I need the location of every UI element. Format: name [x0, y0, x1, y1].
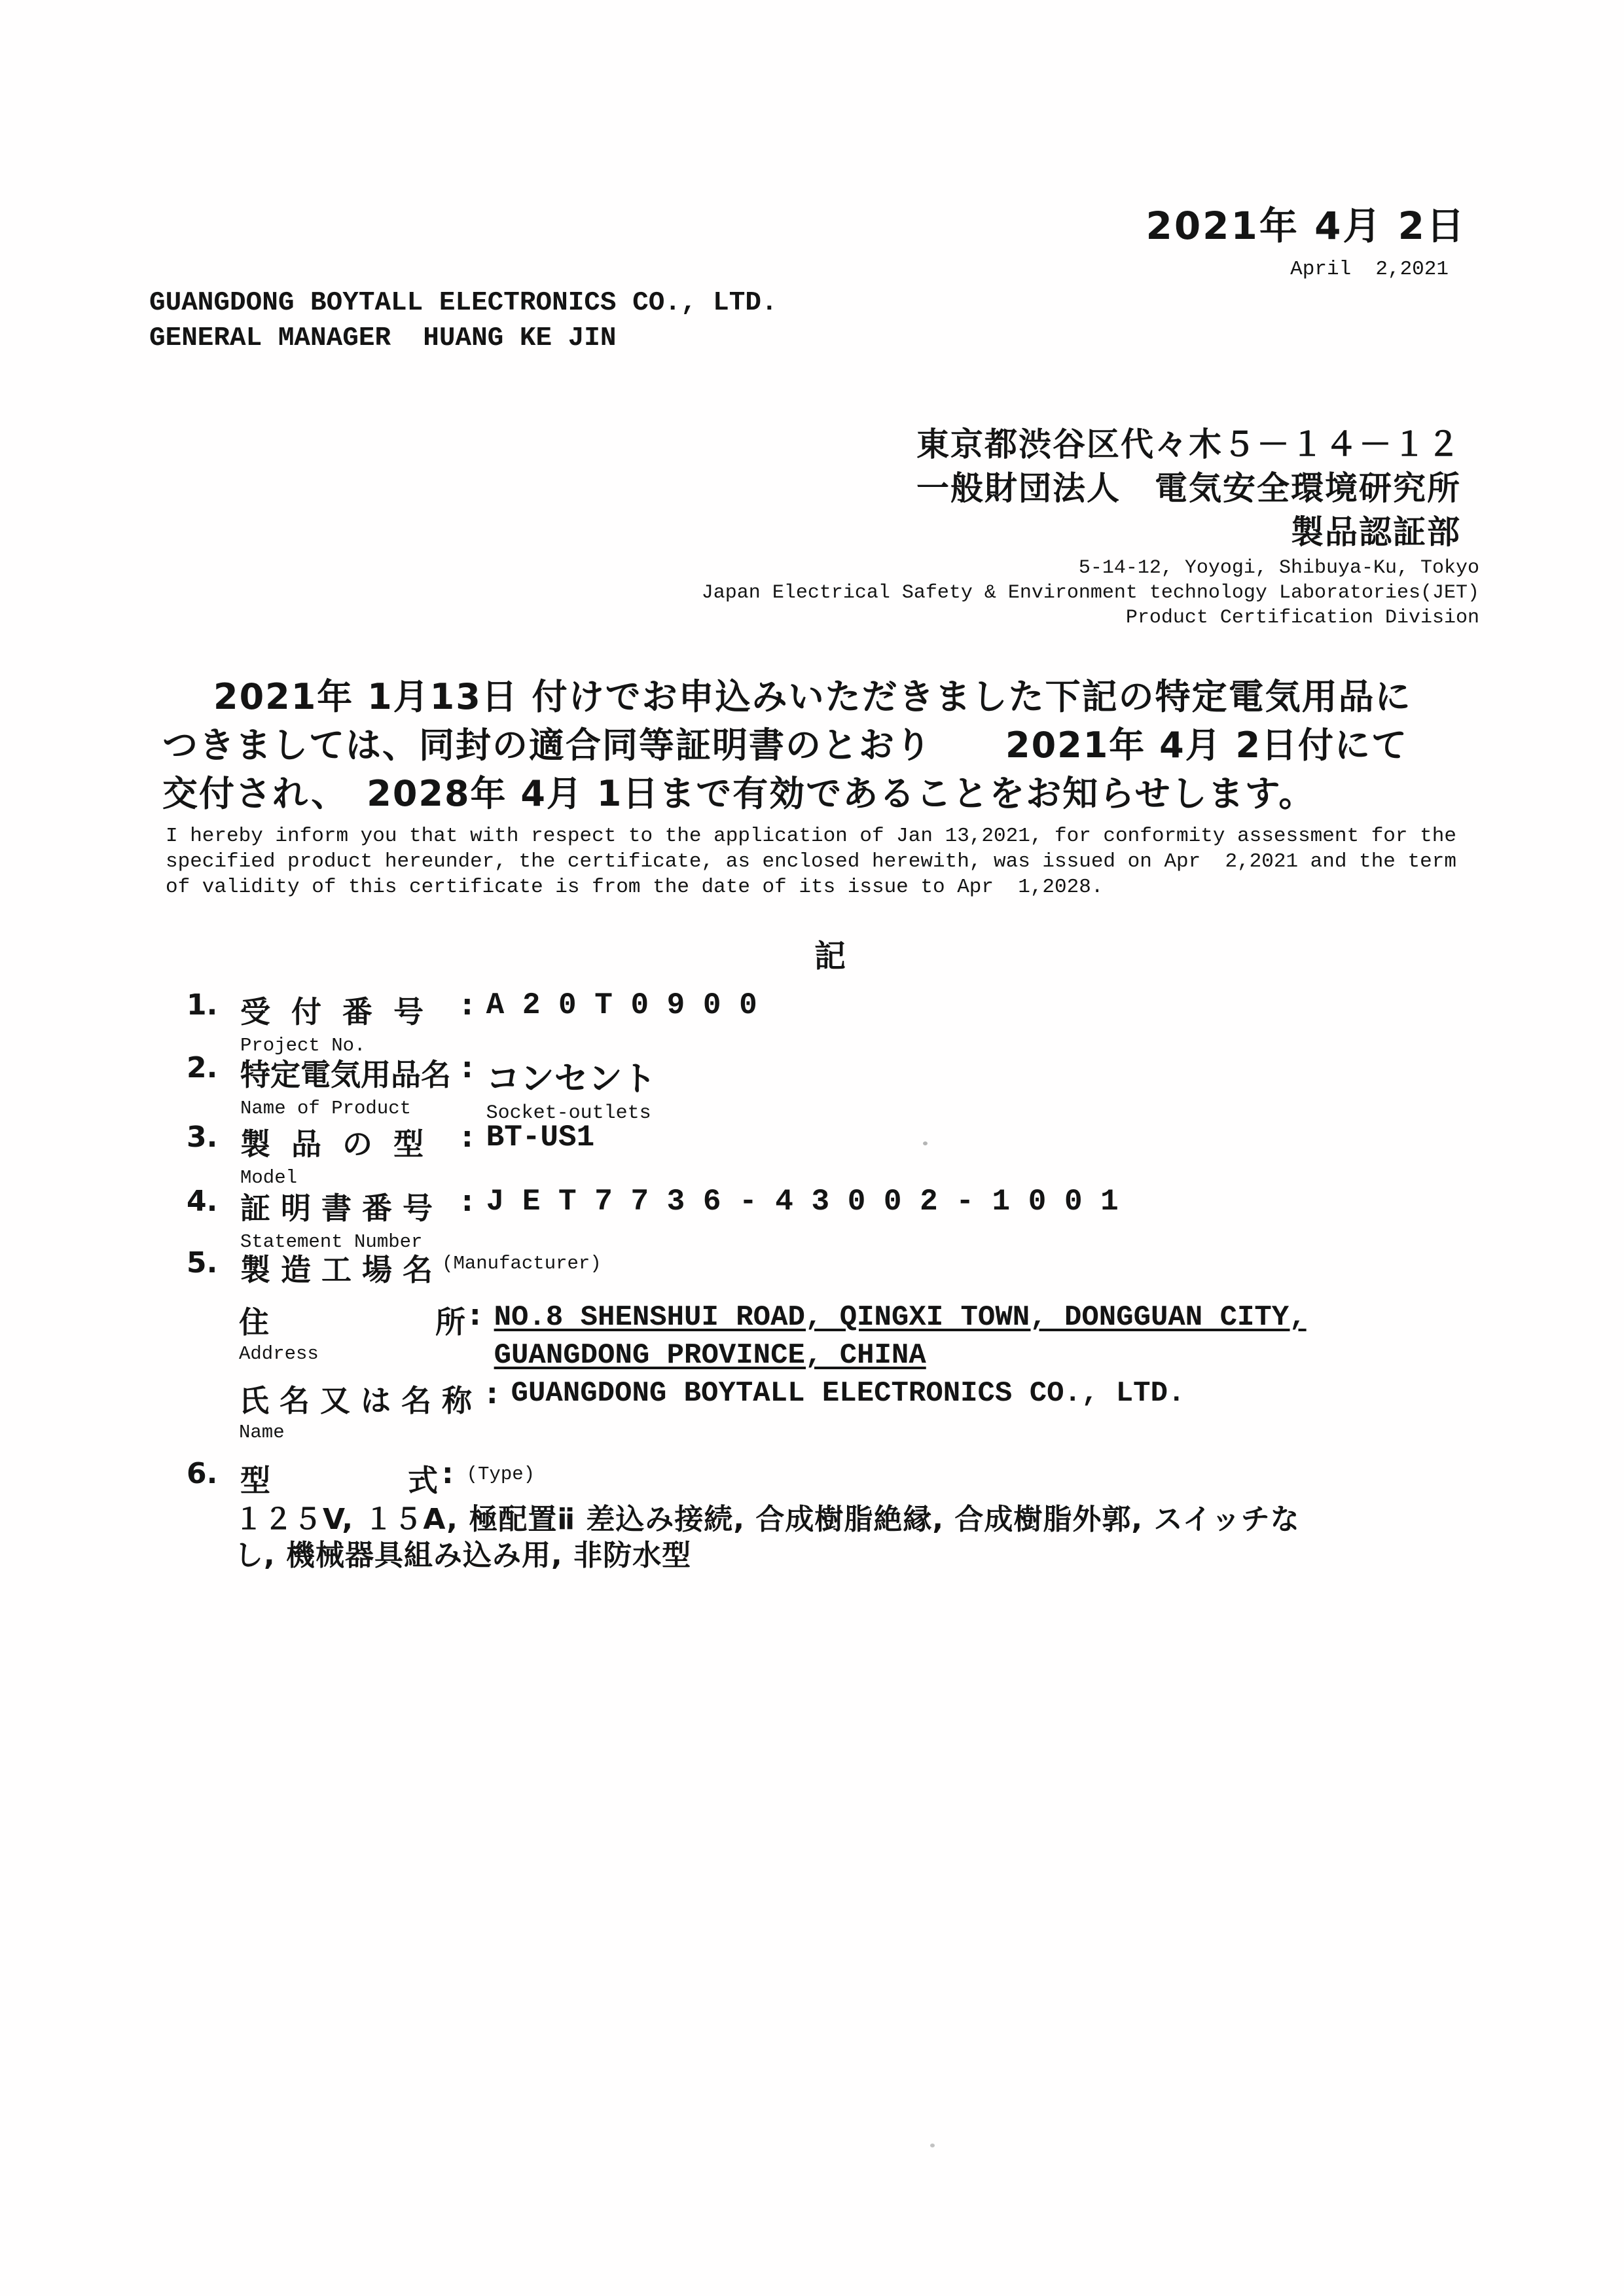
item-label-jp: 特定電気用品名 [240, 1057, 451, 1092]
issuer-block-en [702, 556, 1479, 630]
issuer-division-jp: 製品認証部 [1291, 513, 1461, 551]
type-label-right: 式 [408, 1463, 438, 1498]
item-number: 3. [187, 1121, 218, 1154]
item-label-block [240, 1121, 458, 1189]
item-number: 1. [187, 988, 218, 1022]
type-spec-paragraph [234, 1501, 1300, 1573]
issue-date-jp: 2021年 4月 2日 [1146, 204, 1466, 248]
address-label-left: 住 [239, 1304, 269, 1340]
item-label-block [240, 1246, 433, 1289]
colon: : [442, 1457, 454, 1490]
body-en-line2: specified product hereunder, the certificate, as enclosed herewith, was issued on Apr 2,2021 and the term [166, 850, 1456, 873]
item-type [187, 1457, 535, 1500]
address-line1: NO.8 SHENSHUI ROAD, QINGXI TOWN, DONGGUAN CITY, [494, 1301, 1307, 1334]
body-jp-line1: 2021年 1月13日 付けでお申込みいただきました下記の特定電気用品に [213, 676, 1412, 717]
issuer-address-jp: 東京都渋谷区代々木５－１４－１２ [916, 425, 1461, 463]
issuer-org-jp: 一般財団法人 電気安全環境研究所 [916, 469, 1461, 507]
item-number: 6. [187, 1457, 218, 1490]
body-jp-line3: 交付され、 2028年 4月 1日まで有効であることをお知らせします。 [162, 773, 1316, 814]
recipient-block [149, 285, 778, 356]
address-label-jp [239, 1299, 465, 1342]
colon: : [461, 1051, 473, 1085]
type-spec-line1: １２５V, １５A, 極配置ⅱ 差込み接続, 合成樹脂絶縁, 合成樹脂外郭, スイッチな [234, 1503, 1300, 1536]
item-label-jp: 製 品 の 型 [240, 1126, 424, 1162]
colon: : [486, 1377, 498, 1410]
item-label-block [240, 1051, 458, 1119]
item-number: 4. [187, 1185, 218, 1218]
item-project-no [187, 988, 757, 1056]
type-spec-line2: し, 機械器具組み込み用, 非防水型 [234, 1539, 692, 1572]
product-name-value-jp: コンセント [486, 1060, 657, 1099]
colon: : [469, 1299, 481, 1332]
type-label-block [240, 1457, 438, 1500]
address-value-block [494, 1299, 1307, 1374]
item-statement-number [187, 1185, 1119, 1253]
manufacturer-address-row [239, 1299, 1307, 1374]
issuer-division-en: Product Certification Division [1125, 607, 1479, 629]
colon: : [461, 1185, 473, 1218]
issuer-address-en: 5-14-12, Yoyogi, Shibuya-Ku, Tokyo [1078, 557, 1479, 579]
type-suffix-en: (Type) [466, 1463, 535, 1485]
name-label-jp: 氏名又は名称 [239, 1383, 482, 1418]
issue-date-en: April 2,2021 [1290, 258, 1449, 281]
project-no-value: A 2 0 T 0 9 0 0 [486, 988, 757, 1022]
type-label-left: 型 [240, 1463, 270, 1498]
item-manufacturer [187, 1246, 602, 1289]
colon: : [461, 988, 473, 1022]
ki-heading: 記 [814, 938, 846, 975]
manufacturer-name-value: GUANGDONG BOYTALL ELECTRONICS CO., LTD. [511, 1377, 1185, 1410]
colon: : [461, 1121, 473, 1154]
address-label-en: Address [239, 1343, 319, 1365]
item-number: 5. [187, 1246, 218, 1280]
recipient-contact: GENERAL MANAGER HUANG KE JIN [149, 323, 617, 353]
body-jp-line2: つきましては、同封の適合同等証明書のとおり 2021年 4月 2日付にて [162, 725, 1409, 766]
item-label-jp: 製 造 工 場 名 [240, 1252, 433, 1287]
name-label-en: Name [239, 1422, 285, 1443]
body-en-line1: I hereby inform you that with respect to the application of Jan 13,2021, for conformity assessment for the [166, 825, 1456, 848]
product-name-value-en: Socket-outlets [486, 1102, 651, 1124]
product-name-value-block [486, 1051, 657, 1124]
body-en-line3: of validity of this certificate is from the date of its issue to Apr 1,2028. [166, 876, 1104, 899]
scan-artifact-dot [923, 1141, 928, 1145]
item-model [187, 1121, 594, 1189]
item-label-block [240, 1185, 458, 1253]
address-line2: GUANGDONG PROVINCE, CHINA [494, 1339, 926, 1372]
item-label-en: Project No. [240, 1035, 366, 1056]
body-paragraph-jp [162, 673, 1412, 818]
item-label-block [240, 988, 458, 1056]
item-product-name [187, 1051, 657, 1124]
item-label-en: Model [240, 1167, 298, 1189]
item-label-en: Statement Number [240, 1231, 423, 1253]
item-label-jp: 証 明 書 番 号 [240, 1191, 433, 1226]
name-label-block [239, 1377, 482, 1443]
body-paragraph-en [166, 823, 1456, 900]
address-label-block [239, 1299, 465, 1365]
item-label-jp: 受 付 番 号 [240, 994, 424, 1030]
statement-number-value: J E T 7 7 3 6 - 4 3 0 0 2 - 1 0 0 1 [486, 1185, 1119, 1219]
model-value: BT-US1 [486, 1121, 595, 1155]
recipient-company: GUANGDONG BOYTALL ELECTRONICS CO., LTD. [149, 288, 778, 318]
manufacturer-name-row [239, 1377, 1185, 1443]
item-label-en: Name of Product [240, 1098, 412, 1119]
item-number: 2. [187, 1051, 218, 1085]
issuer-org-en: Japan Electrical Safety & Environment technology Laboratories(JET) [701, 582, 1479, 604]
manufacturer-suffix-en: (Manufacturer) [442, 1253, 602, 1274]
issuer-block-jp [916, 423, 1461, 554]
address-label-right: 所 [435, 1304, 465, 1340]
scan-artifact-dot [930, 2144, 935, 2147]
